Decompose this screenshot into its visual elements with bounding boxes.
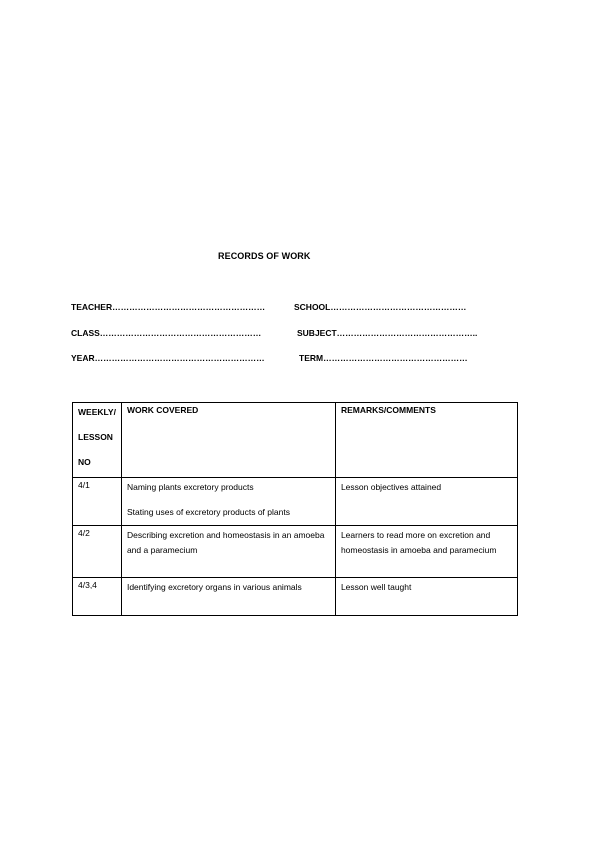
header-lesson-no-line: LESSON xyxy=(78,432,113,442)
work-covered-line: Identifying excretory organs in various animals xyxy=(126,582,302,592)
table-row xyxy=(73,526,518,578)
work-covered-line: Describing excretion and homeostasis in an amoeba and a paramecium xyxy=(126,530,325,555)
teacher-field: TEACHER……………………………………………… xyxy=(71,302,266,312)
work-covered-cell xyxy=(121,578,335,616)
remarks-text: Lesson objectives attained xyxy=(340,482,442,492)
subject-field: SUBJECT………………………………………….. xyxy=(297,328,478,338)
lesson-no-cell: 4/2 xyxy=(73,526,122,578)
header-lesson-no-line: WEEKLY/ xyxy=(78,407,116,417)
school-field: SCHOOL………………………………………… xyxy=(294,302,467,312)
work-covered-cell xyxy=(121,526,335,578)
remarks-cell xyxy=(335,526,517,578)
header-lesson-no xyxy=(73,403,122,478)
remarks-cell xyxy=(335,578,517,616)
table-row xyxy=(73,578,518,616)
remarks-cell xyxy=(335,478,517,526)
table-row xyxy=(73,478,518,526)
lesson-no-cell: 4/1 xyxy=(73,478,122,526)
class-field: CLASS………………………………………………… xyxy=(71,328,262,338)
table-header-row xyxy=(73,403,518,478)
work-covered-line: Stating uses of excretory products of plants xyxy=(126,507,290,517)
document-title: RECORDS OF WORK xyxy=(218,251,311,261)
work-covered-cell xyxy=(121,478,335,526)
records-table-container xyxy=(72,402,518,616)
work-covered-line: Naming plants excretory products xyxy=(126,482,254,492)
header-lesson-no-line: NO xyxy=(78,457,91,467)
header-work-covered: WORK COVERED xyxy=(121,403,335,478)
records-table xyxy=(72,402,518,616)
header-remarks: REMARKS/COMMENTS xyxy=(335,403,517,478)
remarks-text: Lesson well taught xyxy=(340,582,412,592)
remarks-text: Learners to read more on excretion and homeostasis in amoeba and paramecium xyxy=(340,530,497,555)
year-field: YEAR…………………………………………………… xyxy=(71,353,265,363)
term-field: TERM…………………………………………… xyxy=(299,353,468,363)
lesson-no-cell: 4/3,4 xyxy=(73,578,122,616)
